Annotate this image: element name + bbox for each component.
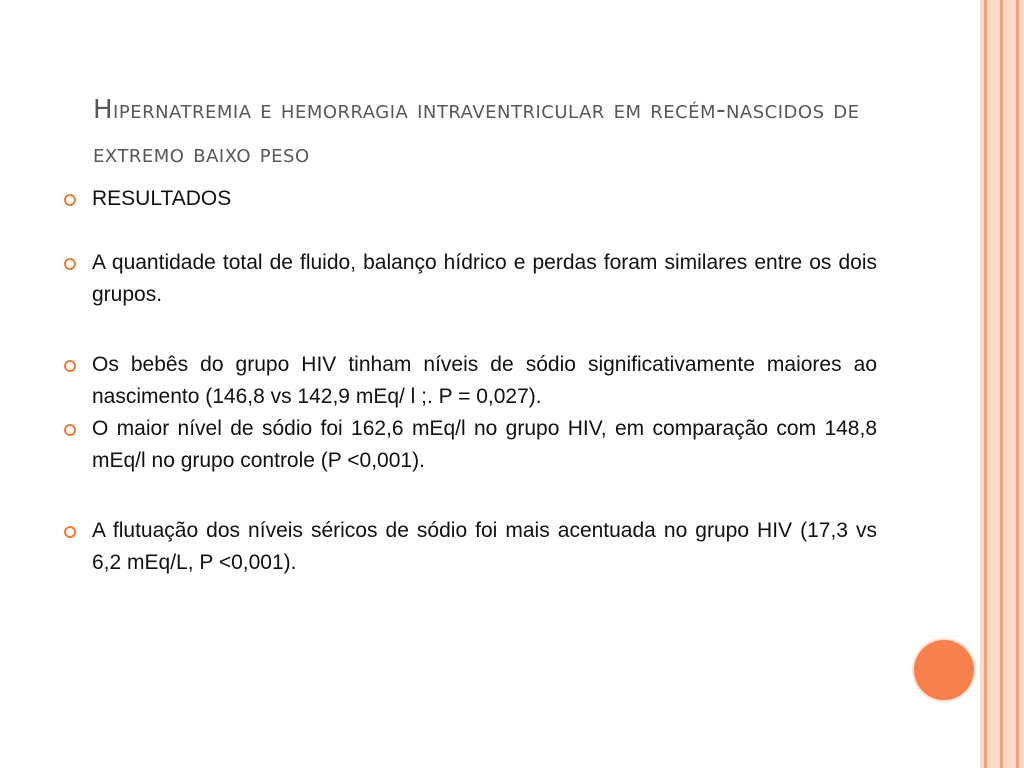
decorative-circle: [914, 640, 974, 700]
bullet-icon: [64, 526, 76, 538]
bullet-text: O maior nível de sódio foi 162,6 mEq/l no grupo HIV, em comparação com 148,8 mEq/l no grupo controle (P <0,001).: [92, 417, 877, 472]
bullet-icon: [64, 194, 76, 206]
bullet-icon: [64, 360, 76, 372]
decorative-stripe-line: [1000, 0, 1003, 768]
bullet-icon: [64, 258, 76, 270]
bullet-list: [60, 183, 877, 579]
bullet-text: Os bebês do grupo HIV tinham níveis de sódio significativamente maiores ao nascimento (146,8 vs 142,9 mEq/ l ;. P = 0,027).: [92, 353, 877, 408]
bullet-item: [60, 515, 877, 579]
bullet-text: RESULTADOS: [92, 187, 232, 210]
bullet-item: [60, 247, 877, 311]
bullet-icon: [64, 424, 76, 436]
bullet-text: A flutuação dos níveis séricos de sódio foi mais acentuada no grupo HIV (17,3 vs 6,2 mEq/L, P <0,001).: [92, 519, 877, 574]
decorative-stripe-line: [984, 0, 987, 768]
bullet-text: A quantidade total de fluido, balanço hídrico e perdas foram similares entre os dois grupos.: [92, 251, 877, 306]
bullet-item: [60, 413, 877, 477]
bullet-item: [60, 349, 877, 413]
bullet-item: [60, 183, 877, 215]
slide-title: Hipernatremia e hemorragia intraventricular em recém-nascidos de extremo baixo peso: [93, 95, 860, 169]
decorative-stripe-line: [1016, 0, 1019, 768]
